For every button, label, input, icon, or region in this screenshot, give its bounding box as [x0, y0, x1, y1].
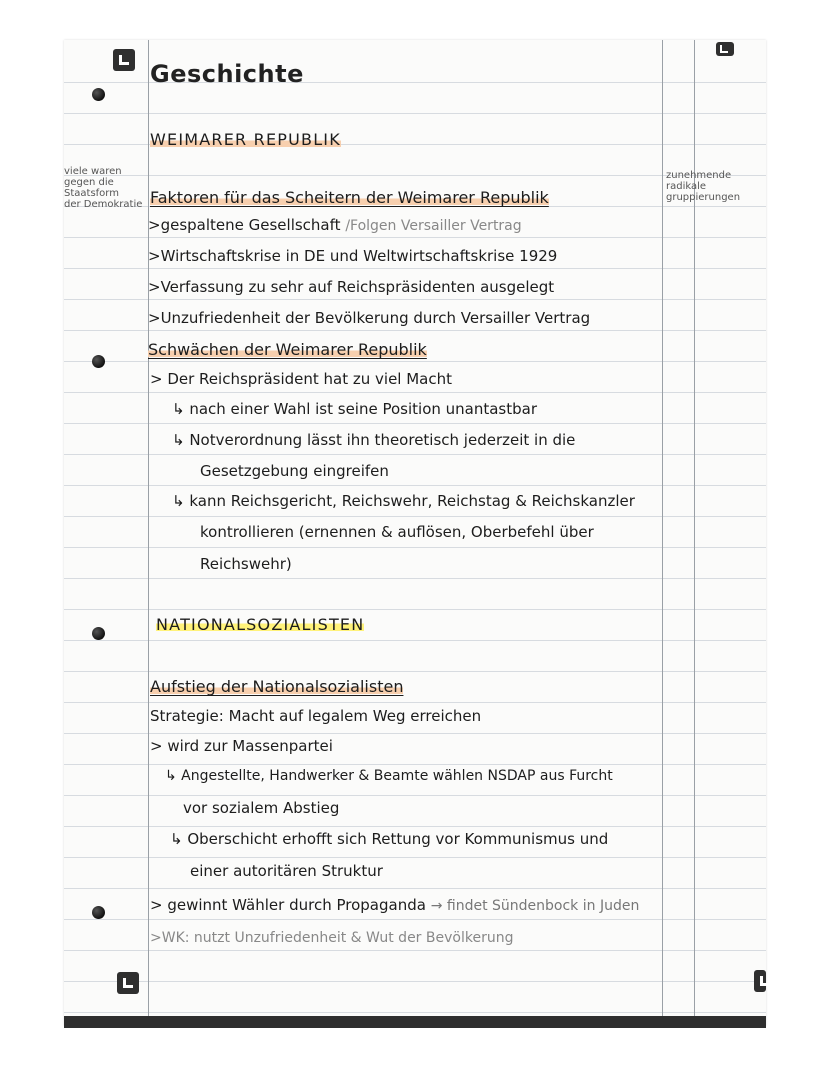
section-heading-weimar: WEIMARER REPUBLIK [150, 130, 341, 149]
text-line: einer autoritären Struktur [190, 862, 383, 880]
left-margin-line [148, 40, 149, 1016]
notebook-logo-icon [117, 972, 139, 994]
text-line: kontrollieren (ernennen & auflösen, Oberbefehl über [200, 523, 594, 541]
hole-punch-icon [92, 355, 105, 368]
text-line: ↳ Angestellte, Handwerker & Beamte wählen NSDAP aus Furcht [165, 768, 613, 784]
inline-faint-note: /Folgen Versailler Vertrag [345, 218, 522, 234]
hole-punch-icon [92, 627, 105, 640]
text-line: Gesetzgebung eingreifen [200, 462, 389, 480]
text-line: >WK: nutzt Unzufriedenheit & Wut der Bevölkerung [150, 930, 514, 946]
hole-punch-icon [92, 906, 105, 919]
text-line: ↳ nach einer Wahl ist seine Position unantastbar [172, 400, 538, 418]
page-title: Geschichte [150, 60, 304, 88]
right-margin-line-1 [662, 40, 663, 1016]
text-line: >Unzufriedenheit der Bevölkerung durch Versailler Vertrag [148, 309, 591, 327]
text-line: Reichswehr) [200, 555, 292, 573]
margin-note-left: viele waren gegen die Staatsform der Demokratie [64, 166, 143, 210]
text-line: > gewinnt Wähler durch Propaganda → findet Sündenbock in Juden [150, 896, 640, 914]
notebook-logo-icon [716, 42, 734, 56]
section-heading-ns: NATIONALSOZIALISTEN [156, 615, 365, 634]
text-line: > Der Reichspräsident hat zu viel Macht [150, 370, 453, 388]
subheading-aufstieg: Aufstieg der Nationalsozialisten [150, 677, 404, 696]
notebook-logo-icon [754, 970, 766, 992]
hole-punch-icon [92, 88, 105, 101]
text-line: ↳ Oberschicht erhofft sich Rettung vor Kommunismus und [170, 830, 609, 848]
text-line: Strategie: Macht auf legalem Weg erreichen [150, 707, 482, 725]
margin-note-right: zunehmende radikale gruppierungen [666, 170, 741, 203]
subheading-schwaechen: Schwächen der Weimarer Republik [148, 340, 427, 359]
text-line: ↳ Notverordnung lässt ihn theoretisch jederzeit in die [172, 431, 576, 449]
subheading-faktoren: Faktoren für das Scheitern der Weimarer Republik [150, 188, 549, 207]
text-line: >Wirtschaftskrise in DE und Weltwirtschaftskrise 1929 [148, 247, 558, 265]
text-line: >Verfassung zu sehr auf Reichspräsidenten ausgelegt [148, 278, 555, 296]
text-line: vor sozialem Abstieg [183, 799, 340, 817]
text-line: ↳ kann Reichsgericht, Reichswehr, Reichstag & Reichskanzler [172, 492, 635, 510]
notebook-logo-icon [113, 49, 135, 71]
text-line: >gespaltene Gesellschaft /Folgen Versailler Vertrag [148, 216, 522, 234]
text-line: > wird zur Massenpartei [150, 737, 333, 755]
inline-gray-note: → findet Sündenbock in Juden [430, 898, 640, 914]
page-bottom-edge [64, 1016, 766, 1028]
